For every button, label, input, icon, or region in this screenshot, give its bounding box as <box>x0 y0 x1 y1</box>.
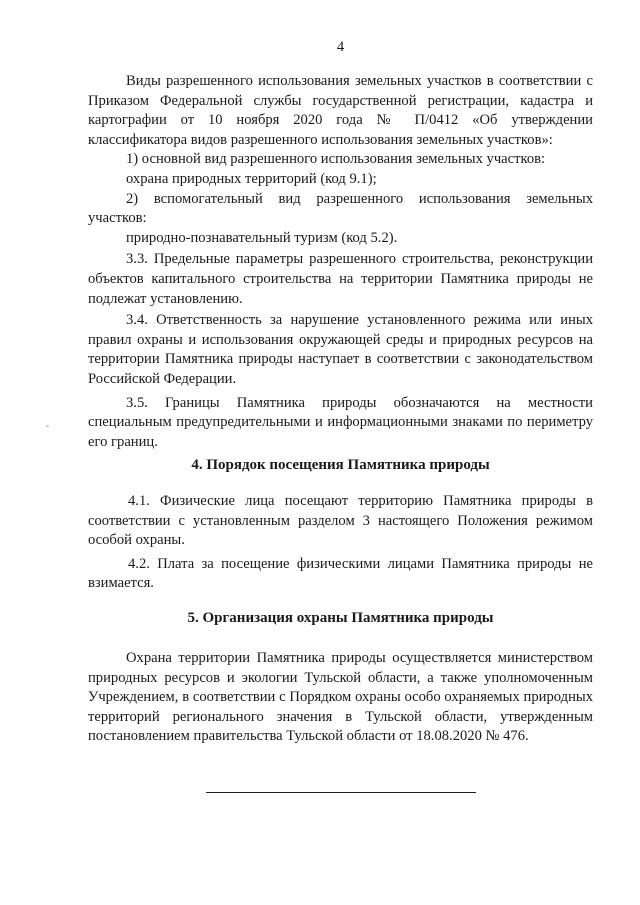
aux-use-value: природно-познавательный туризм (код 5.2). <box>126 229 398 246</box>
paragraph-3-3: 3.3. Предельные параметры разрешенного строительства, реконструкции объектов капитального строительства на территории Памятника природы не подлежат установлению. <box>88 251 593 307</box>
paragraph-3-5: 3.5. Границы Памятника природы обозначаются на местности специальным предупредительными и информационными знаками по периметру его границ. <box>88 394 593 450</box>
permitted-use-intro: Виды разрешенного использования земельных участков в соответствии с Приказом Федеральной службы государственной регистрации, кадастра и картографии от 10 ноября 2020 года № П/0412 «Об утверждении классификатора видов разрешенного использования земельных участков»: <box>88 73 593 148</box>
section-5-body <box>88 649 593 747</box>
paragraph-5: Охрана территории Памятника природы осуществляется министерством природных ресурсов и экологии Тульской области, а также уполномоченным Учреждением, в соответствии с Порядком охраны особо охраняемых природных территорий регионального значения в Тульской области, утвержденным постановлением правительства Тульской области от 18.08.2020 № 476. <box>88 650 593 745</box>
section-5-heading: 5. Организация охраны Памятника природы <box>187 610 494 626</box>
section-3-continuation <box>88 72 593 452</box>
margin-mark: ˜ <box>46 424 49 434</box>
paragraph-3-4: 3.4. Ответственность за нарушение установленного режима или иных правил охраны и использования окружающей среды и природных ресурсов на территории Памятника природы наступает в соответствии с законодательством Российской Федерации. <box>88 312 593 387</box>
page-number: 4 <box>336 39 345 55</box>
paragraph-4-2: 4.2. Плата за посещение физическими лицами Памятника природы не взимается. <box>88 555 593 592</box>
paragraph-4-1: 4.1. Физические лица посещают территорию Памятника природы в соответствии с установленным разделом 3 настоящего Положения режимом особой охраны. <box>88 493 593 549</box>
main-use-value: охрана природных территорий (код 9.1); <box>126 170 377 187</box>
aux-use-title: 2) вспомогательный вид разрешенного использования земельных участков: <box>88 190 593 227</box>
closing-rule <box>206 792 476 793</box>
section-4-body <box>88 492 593 594</box>
section-4-heading: 4. Порядок посещения Памятника природы <box>191 457 490 473</box>
main-use-title: 1) основной вид разрешенного использования земельных участков: <box>126 151 546 168</box>
